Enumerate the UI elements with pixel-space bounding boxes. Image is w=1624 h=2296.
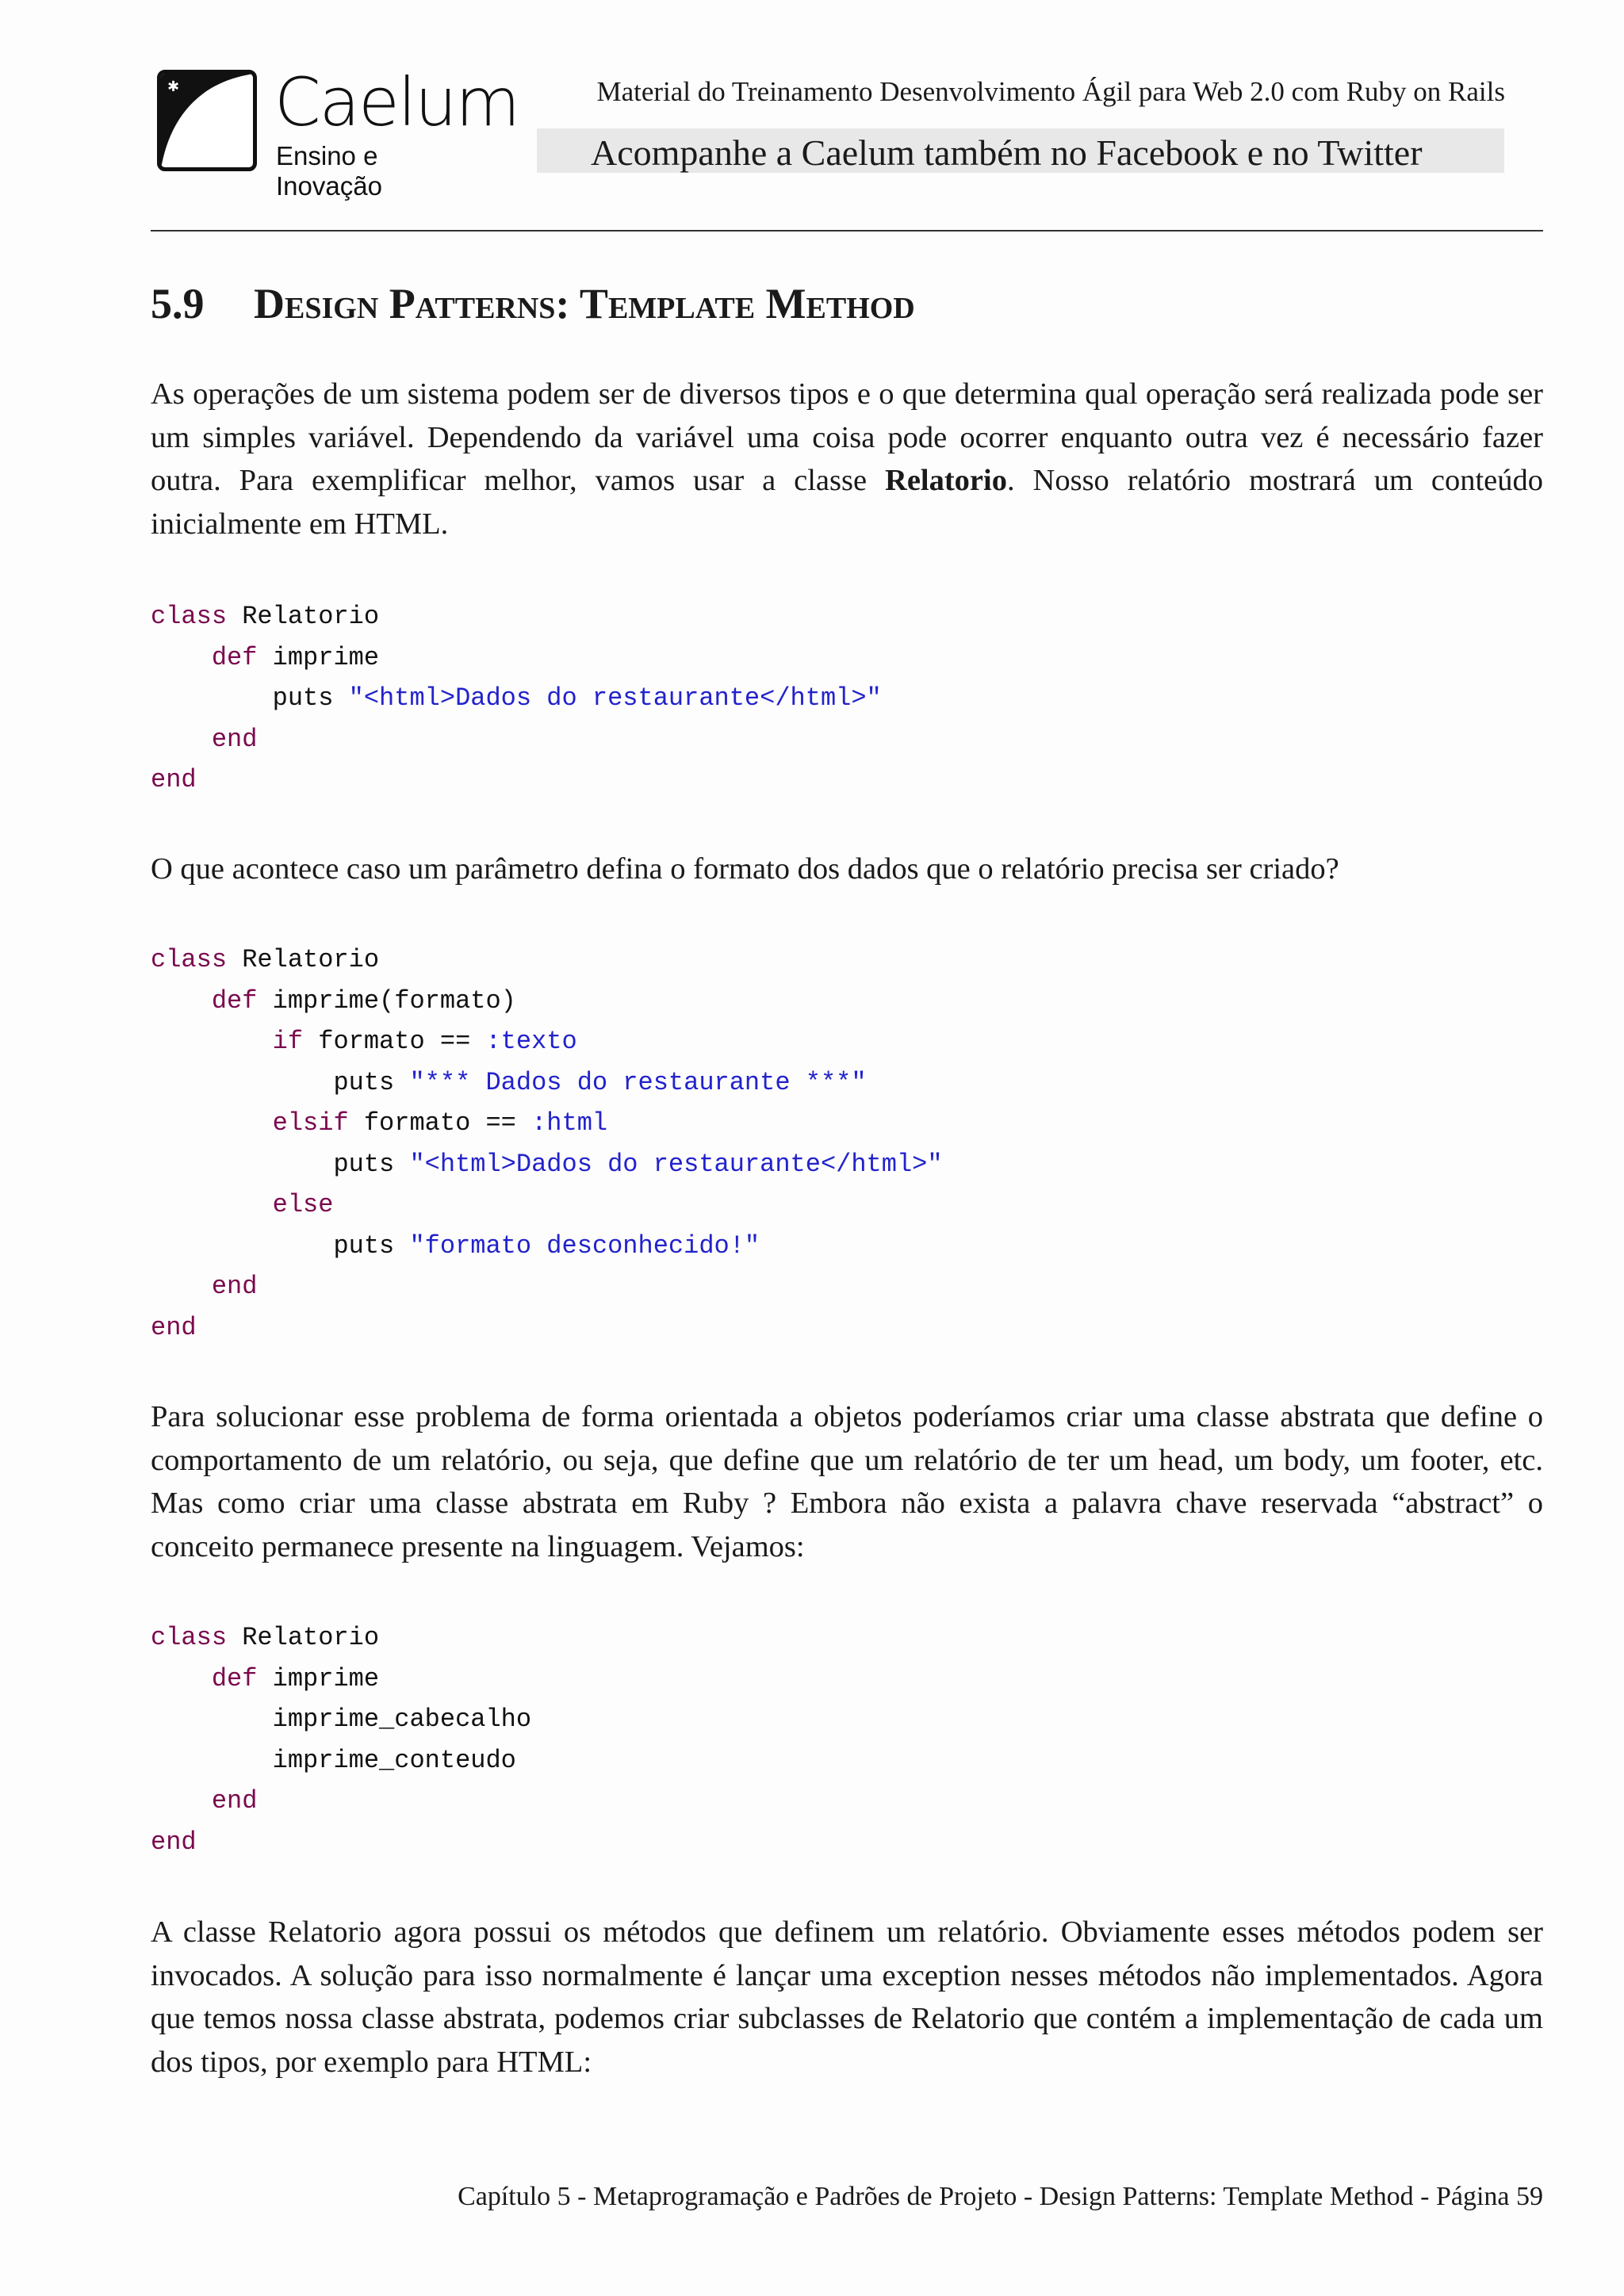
code-line (151, 1699, 531, 1740)
code-keyword: class (151, 945, 228, 974)
code-text: Relatorio (227, 602, 380, 631)
code-line (151, 1062, 943, 1104)
paragraph-text: Para solucionar esse problema de forma orientada a objetos poderíamos criar uma classe abstrata que define o comportamento de um relatório, ou seja, que define que um relatório de ter um head, um body, um footer, etc. Mas como criar uma classe abstrata em Ruby ? Embora não exista a palavra chave reservada “abstract” o conceito permanece presente na linguagem. Vejamos: (151, 1400, 1543, 1563)
code-symbol: :html (531, 1108, 608, 1138)
logo-tagline: Ensino e Inovação (276, 141, 382, 201)
code-text (151, 1786, 212, 1816)
code-keyword: def (211, 985, 258, 1016)
code-text: Relatorio (227, 945, 380, 974)
course-title: Material do Treinamento Desenvolvimento Ágil para Web 2.0 com Ruby on Rails (596, 76, 1505, 107)
logo-wordmark: Caelum (274, 63, 519, 141)
code-line (151, 678, 882, 719)
code-line (151, 1781, 531, 1822)
code-line (151, 1021, 943, 1062)
body-paragraph (151, 1911, 1543, 2084)
code-keyword: class (151, 1623, 228, 1652)
code-keyword: end (211, 1786, 258, 1816)
code-line (151, 1617, 531, 1659)
code-text: imprime(formato) (257, 985, 516, 1016)
code-text (151, 986, 212, 1016)
code-keyword: end (211, 724, 258, 754)
code-text (151, 1272, 212, 1301)
code-block (151, 596, 882, 801)
code-text: puts (151, 1067, 410, 1097)
social-banner-text: Acompanhe a Caelum também no Facebook e no Twitter (591, 132, 1423, 173)
code-text: Relatorio (227, 1623, 380, 1652)
code-line (151, 1266, 943, 1307)
code-line (151, 1144, 943, 1185)
social-banner (537, 128, 1504, 173)
code-text (151, 1190, 273, 1219)
svg-text:✱: ✱ (167, 78, 180, 94)
page-footer: Capítulo 5 - Metaprogramação e Padrões de Projeto - Design Patterns: Template Method - Página 59 (458, 2182, 1543, 2211)
code-line (151, 1226, 943, 1267)
code-block (151, 1617, 531, 1862)
logo-mark-icon (157, 70, 257, 171)
code-text (151, 1108, 273, 1138)
caelum-logo (157, 63, 519, 201)
code-text: formato == (303, 1027, 486, 1056)
code-symbol: :texto (485, 1027, 577, 1056)
code-keyword: elsif (272, 1108, 349, 1138)
code-text: formato == (348, 1108, 532, 1138)
code-keyword: end (211, 1272, 258, 1301)
code-keyword: end (151, 765, 197, 794)
paragraph-text: As operações de um sistema podem ser de diversos tipos e o que determina qual operação será realizada pode ser um simples variável. Dependendo da variável uma coisa pode ocorrer enquanto outra vez é necessário fazer outra. Para exemplificar melhor, vamos usar a classe (151, 377, 1543, 497)
code-text (151, 725, 212, 754)
code-block (151, 939, 943, 1348)
code-string: "*** Dados do restaurante ***" (409, 1067, 867, 1097)
code-text: puts (151, 1149, 410, 1179)
paragraph-text: A classe Relatorio agora possui os métodos que definem um relatório. Obviamente esses métodos podem ser invocados. A solução para isso normalmente é lançar uma exception nesses métodos não implementados. Agora que temos nossa classe abstrata, podemos criar subclasses de Relatorio que contém a implementação de cada um dos tipos, por exemplo para HTML: (151, 1915, 1543, 2079)
code-text: imprime (257, 1663, 380, 1693)
code-string: "<html>Dados do restaurante</html>" (348, 683, 882, 713)
code-keyword: end (151, 1827, 197, 1857)
code-line (151, 1740, 531, 1781)
code-text (151, 643, 212, 672)
code-line (151, 1659, 531, 1700)
code-text (151, 1027, 273, 1056)
code-text: imprime_conteudo (151, 1745, 516, 1775)
paragraph-text: . Nosso relatório mostrará um conteúdo inicialmente em HTML. (151, 464, 1543, 541)
code-text: puts (151, 683, 349, 713)
code-line (151, 760, 882, 801)
header-divider (151, 230, 1543, 232)
code-text: puts (151, 1230, 410, 1261)
code-text (151, 1664, 212, 1693)
code-text: imprime_cabecalho (151, 1705, 532, 1734)
code-keyword: else (272, 1190, 334, 1219)
code-keyword: if (272, 1027, 304, 1056)
code-line (151, 596, 882, 637)
code-line (151, 1103, 943, 1144)
paragraph-text: O que acontece caso um parâmetro defina o formato dos dados que o relatório precisa ser criado? (151, 852, 1339, 886)
bold-term: Relatorio (885, 464, 1007, 497)
code-text: imprime (257, 642, 380, 672)
section-title: Design Patterns: Template Method (254, 280, 915, 327)
code-line (151, 637, 882, 679)
body-paragraph (151, 848, 1543, 891)
code-string: "<html>Dados do restaurante</html>" (409, 1149, 943, 1179)
code-line (151, 1307, 943, 1349)
code-keyword: class (151, 602, 228, 631)
code-line (151, 1822, 531, 1863)
section-number: 5.9 (151, 280, 205, 327)
section-heading (151, 279, 915, 328)
code-keyword: def (211, 642, 258, 672)
code-string: "formato desconhecido!" (409, 1230, 760, 1261)
code-line (151, 719, 882, 760)
code-line (151, 1184, 943, 1226)
code-line (151, 981, 943, 1022)
code-keyword: end (151, 1312, 197, 1342)
body-paragraph (151, 373, 1543, 545)
code-line (151, 939, 943, 981)
body-paragraph (151, 1395, 1543, 1568)
code-keyword: def (211, 1663, 258, 1693)
